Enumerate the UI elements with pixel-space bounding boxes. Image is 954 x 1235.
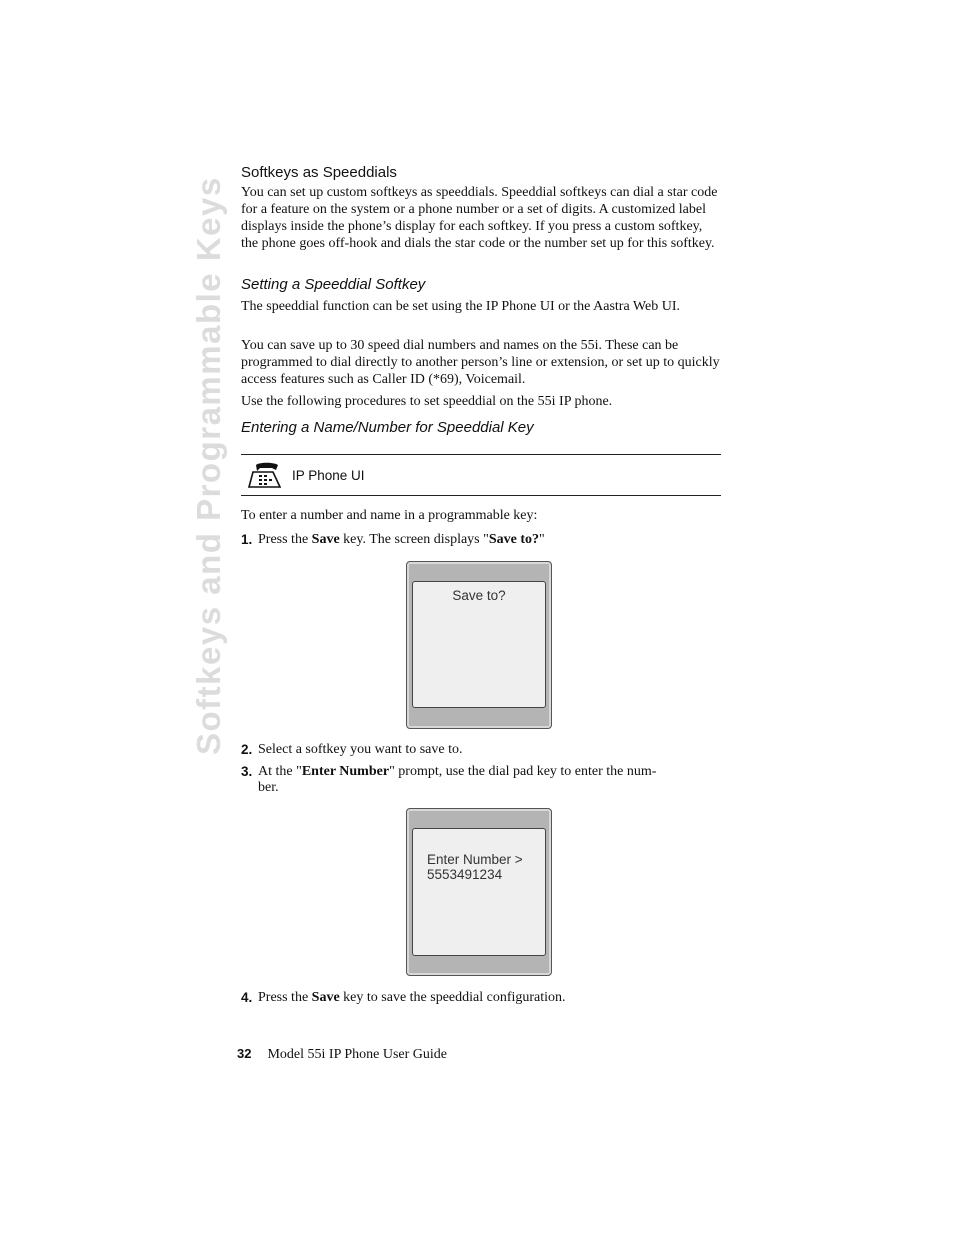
screen-display: [412, 581, 546, 708]
phone-screen-enter-number: [406, 808, 552, 976]
section-heading: Softkeys as Speeddials: [241, 164, 397, 181]
phone-screen-save-to: [406, 561, 552, 729]
step-1: [241, 532, 721, 550]
screen-display: [412, 828, 546, 956]
divider-top: [241, 454, 721, 455]
step-number: 2.: [241, 742, 253, 757]
step-2: [241, 742, 721, 760]
step-4: [241, 990, 721, 1008]
step-number: 1.: [241, 532, 253, 547]
screen-text: Save to?: [452, 588, 506, 603]
guide-title: Model 55i IP Phone User Guide: [267, 1047, 447, 1062]
intro-paragraph: You can set up custom softkeys as speeddials. Speeddial softkeys can dial a star code for a feature on the system or a phone number or a set of digits. A customized label displays inside the phone’s display for each softkey. If you press a custom softkey, the phone goes off-hook and dials the star code or the number set up for this softkey.: [241, 185, 718, 251]
step-text: Press the Save key. The screen displays "Save to?": [258, 532, 545, 547]
setting-paragraph-3: Use the following procedures to set speeddial on the 55i IP phone.: [241, 394, 613, 409]
screen-number: 5553491234: [427, 867, 503, 882]
side-section-title: Softkeys and Programmable Keys: [190, 176, 227, 755]
key-name-save: Save: [311, 990, 340, 1005]
key-name-save: Save: [311, 532, 340, 547]
procedure-lead: To enter a number and name in a programmable key:: [241, 508, 538, 523]
step-3: [241, 764, 721, 798]
step-text: Press the Save key to save the speeddial configuration.: [258, 990, 566, 1005]
step-text: Select a softkey you want to save to.: [258, 742, 463, 757]
subsection-heading-setting: Setting a Speeddial Softkey: [241, 276, 426, 293]
subsection-heading-entering: Entering a Name/Number for Speeddial Key: [241, 419, 534, 436]
step-text: At the "Enter Number" prompt, use the dial pad key to enter the num- ber.: [258, 764, 657, 795]
desk-phone-icon: [247, 461, 283, 491]
page-number: 32: [237, 1046, 252, 1061]
setting-paragraph-1: The speeddial function can be set using the IP Phone UI or the Aastra Web UI.: [241, 299, 680, 314]
screen-prompt: Enter Number >: [427, 852, 523, 867]
step-number: 4.: [241, 990, 253, 1005]
prompt-name-enter-number: Enter Number: [301, 764, 390, 779]
divider-bottom: [241, 495, 721, 496]
setting-paragraph-2: You can save up to 30 speed dial numbers and names on the 55i. These can be programmed to dial directly to another person’s line or extension, or set up to quickly access features such as Caller ID (*69), Voicemail.: [241, 338, 720, 387]
page-footer: [237, 1046, 447, 1063]
step-number: 3.: [241, 764, 253, 779]
display-text-save-to: Save to?: [488, 532, 540, 547]
ip-phone-ui-label: IP Phone UI: [292, 468, 365, 483]
